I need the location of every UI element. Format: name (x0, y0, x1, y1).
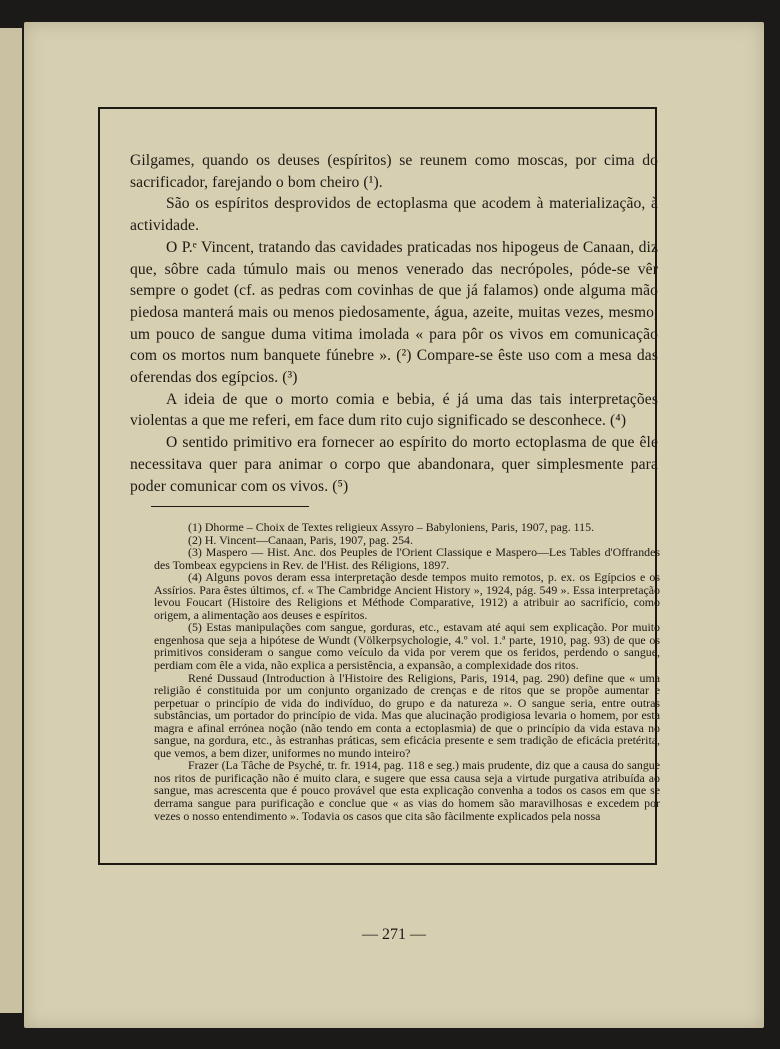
footnote-5-continued-dussaud: René Dussaud (Introduction à l'Histoire des Religions, Paris, 1914, pag. 290) define que « uma religião é constituida por um conjunto organizado de crenças e de ritos que se propõe aumentar e perpetuar o princípio de vida do indivíduo, do grupo e da natureza ». O sangue seria, entre outras substâncias, um portador do princípio de vida. Mas que alucinação prodigiosa levaria o homem, por esta magra e afinal errónea noção (não tendo em conta a ectoplasmia) de que o princípio da vida estava no sangue, na gordura, etc., às estranhas práticas, sem eficácia presente e sem tradição de eficácia pretérita, que vemos, a bem dizer, uniformes no mundo inteiro? (154, 670, 660, 760)
previous-page-edge (0, 28, 22, 1013)
book-page (24, 22, 764, 1028)
page-number: — 271 — (362, 926, 426, 943)
footnote-5-continued-frazer: Frazer (La Tâche de Psyché, tr. fr. 1914, pag. 118 e seg.) mais prudente, diz que a causa do sangue nos ritos de purificação não é muito clara, e sugere que essa causa seja a virtude purgativa atribuída ao sangue, mas acrescenta que é pouco provável que esta explicação convenha a todos os casos em que se derrama sangue para purificação e conclue que « as vias do homem são maravilhosas e excedem por vezes o nosso entendimento ». Todavia os casos que cita são fàcilmente explicados pela nossa (154, 758, 660, 823)
body-paragraph-2: São os espíritos desprovidos de ectoplasma que acodem à materialização, à actividade. (130, 195, 658, 235)
footnote-5: (5) Estas manipulações com sangue, gorduras, etc., estavam até aqui sem explicação. Por muito engenhosa que seja a hipótese de Wundt (Völkerpsychologie, 4.º vol. 1.ª parte, 1910, pag. 93) de que os primitivos consideram o sangue como veículo da vida por verem que os feridos, perdendo o sangue, perdiam com êle a vida, não explica a persistência, a expansão, a complexidade dos ritos. (154, 620, 660, 673)
body-paragraph-5: O sentido primitivo era fornecer ao espírito do morto ectoplasma de que êle necessitava quer para animar o corpo que abandonara, quer simplesmente para poder comunicar com os vivos. (⁵) (130, 434, 658, 495)
footnote-1: (1) Dhorme – Choix de Textes religieux Assyro – Babyloniens, Paris, 1907, pag. 115. (188, 520, 595, 534)
footnote-separator (151, 506, 309, 507)
footnote-2: (2) H. Vincent—Canaan, Paris, 1907, pag. 254. (188, 532, 413, 547)
body-paragraph-4: A ideia de que o morto comia e bebia, é já uma das tais interpretações violentas a que me referi, em face dum rito cujo significado se desconhece. (⁴) (130, 390, 658, 430)
body-paragraph-3: O P.ᵉ Vincent, tratando das cavidades praticadas nos hipogeus de Canaan, diz que, sôbre cada túmulo mais ou menos venerado das necrópoles, póde-se vêr sempre o godet (cf. as pedras com covinhas de que já falamos) onde alguma mão piedosa manterá mais ou menos piedosamente, água, azeite, muitas vezes, mesmo, um pouco de sangue duma vitima imolada « para pôr os vivos em comunicação com os mortos num banquete fúnebre ». (²) Compare-se êste uso com a mesa das oferendas dos egípcios. (³) (130, 238, 658, 387)
footnote-3: (3) Maspero — Hist. Anc. dos Peuples de l'Orient Classique e Maspero—Les Tables d'Offrandes des Tombeax egypciens in Rev. de l'Hist. des Réligions, 1897. (154, 545, 660, 572)
footnote-4: (4) Alguns povos deram essa interpretação desde tempos muito remotos, p. ex. os Egípcios e os Assírios. Para êstes últimos, cf. « The Cambridge Ancient History », 1924, pág. 549 ». Essa interpretação levou Foucart (Histoire des Religions et Méthode Comparative, 1912) a atribuir ao sacrifício, como origem, a alimentação aos deuses e espíritos. (154, 570, 660, 622)
body-paragraph-1: Gilgames, quando os deuses (espíritos) se reunem como moscas, por cima do sacrificador, farejando o bom cheiro (¹). (130, 152, 658, 191)
footnotes (154, 521, 660, 822)
main-text (130, 150, 658, 497)
